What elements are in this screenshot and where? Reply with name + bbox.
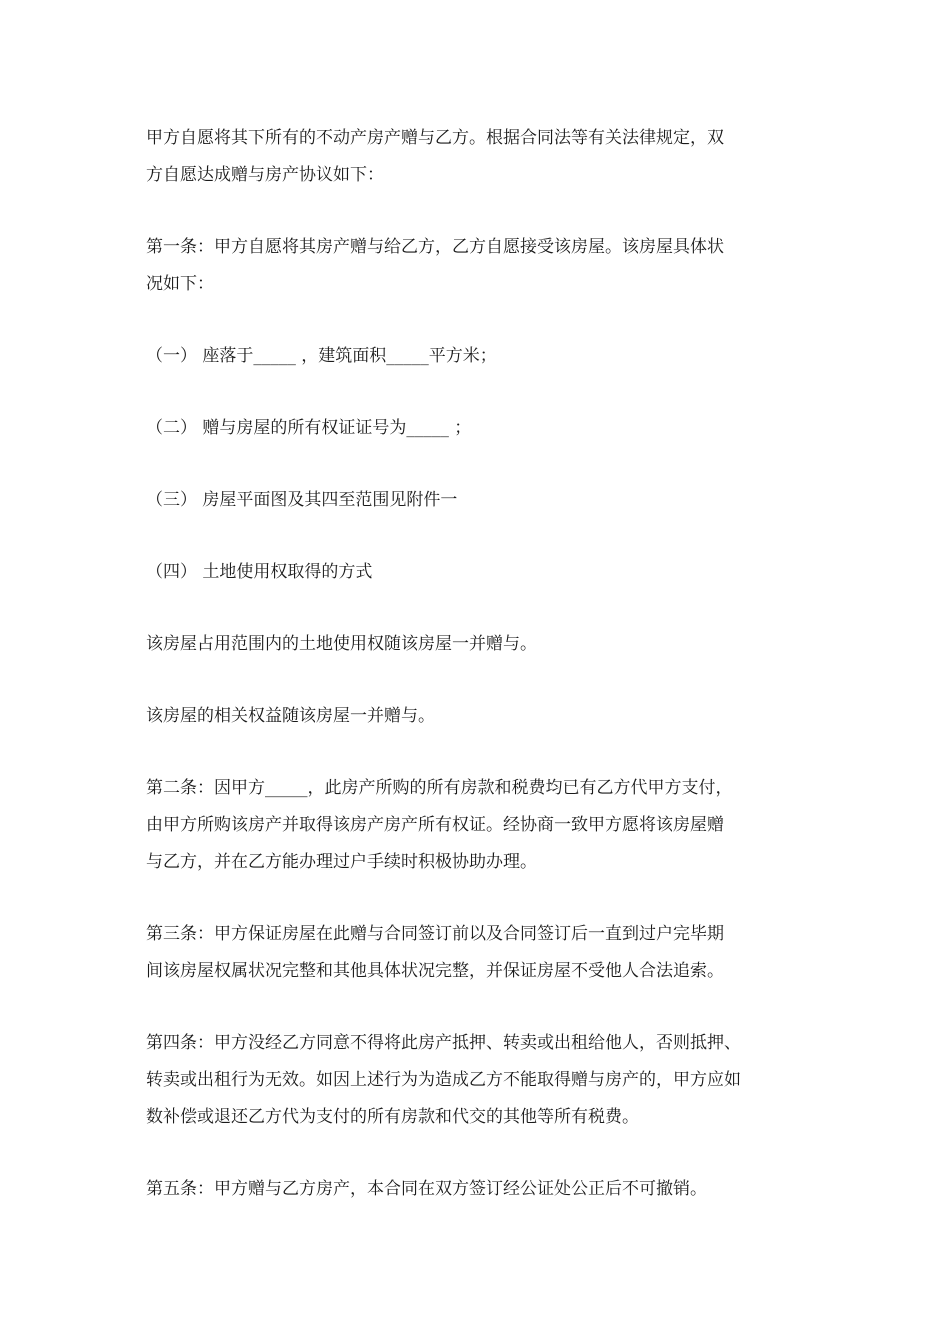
text-line: 间该房屋权属状况完整和其他具体状况完整，并保证房屋不受他人合法追索。 — [146, 961, 724, 981]
document-body — [146, 120, 814, 1208]
text-line: 第二条：因甲方_____，此房产所购的所有房款和税费均已有乙方代甲方支付， — [146, 778, 733, 798]
text-line: 方自愿达成赠与房产协议如下： — [146, 165, 384, 185]
item-4-paragraph — [146, 554, 814, 591]
article-1-paragraph — [146, 229, 814, 303]
text-line: 况如下： — [146, 274, 214, 294]
article-2-paragraph — [146, 770, 814, 881]
text-line: 转卖或出租行为无效。如因上述行为为造成乙方不能取得赠与房产的，甲方应如 — [146, 1070, 741, 1090]
item-3-paragraph — [146, 482, 814, 519]
text-line: 第三条：甲方保证房屋在此赠与合同签订前以及合同签订后一直到过户完毕期 — [146, 924, 724, 944]
text-line: （二） 赠与房屋的所有权证证号为_____ ； — [146, 418, 472, 438]
text-line: 该房屋的相关权益随该房屋一并赠与。 — [146, 706, 435, 726]
text-line: （三） 房屋平面图及其四至范围见附件一 — [146, 490, 458, 510]
text-line: 由甲方所购该房产并取得该房产房产所有权证。经协商一致甲方愿将该房屋赠 — [146, 815, 724, 835]
text-line: 第五条：甲方赠与乙方房产，本合同在双方签订经公证处公正后不可撤销。 — [146, 1179, 707, 1199]
text-line: 第四条：甲方没经乙方同意不得将此房产抵押、转卖或出租给他人，否则抵押、 — [146, 1033, 741, 1053]
text-line: 该房屋占用范围内的土地使用权随该房屋一并赠与。 — [146, 634, 537, 654]
text-line: 第一条：甲方自愿将其房产赠与给乙方，乙方自愿接受该房屋。该房屋具体状 — [146, 237, 724, 257]
text-line: （四） 土地使用权取得的方式 — [146, 562, 373, 582]
text-line: 与乙方，并在乙方能办理过户手续时积极协助办理。 — [146, 852, 537, 872]
rights-paragraph — [146, 698, 814, 735]
text-line: 甲方自愿将其下所有的不动产房产赠与乙方。根据合同法等有关法律规定，双 — [146, 128, 724, 148]
item-1-paragraph — [146, 338, 814, 375]
text-line: （一） 座落于_____ ，建筑面积_____平方米； — [146, 346, 497, 366]
article-5-paragraph — [146, 1171, 814, 1208]
text-line: 数补偿或退还乙方代为支付的所有房款和代交的其他等所有税费。 — [146, 1107, 639, 1127]
article-3-paragraph — [146, 916, 814, 990]
item-2-paragraph — [146, 410, 814, 447]
article-4-paragraph — [146, 1025, 814, 1136]
land-use-paragraph — [146, 626, 814, 663]
preamble-paragraph — [146, 120, 814, 194]
